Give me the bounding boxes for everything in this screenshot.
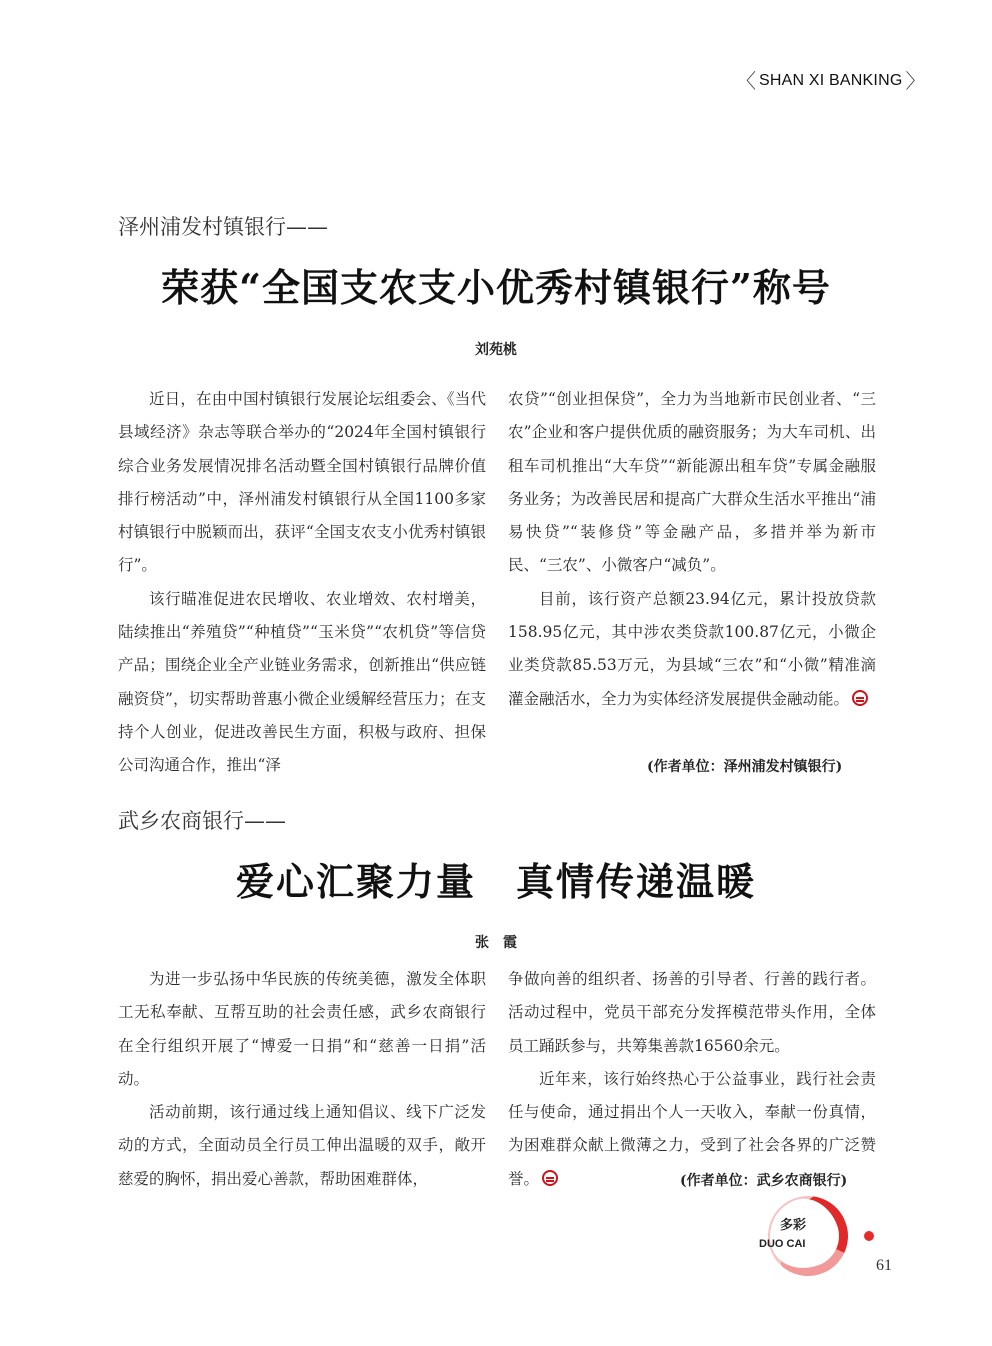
article2-right-column (508, 963, 876, 1196)
running-header (736, 70, 925, 92)
section-name-en: DUO CAI (759, 1238, 806, 1250)
article2-kicker: 武乡农商银行—— (118, 809, 286, 833)
red-dot-decoration (864, 1231, 874, 1241)
journal-name: SHAN XI BANKING (759, 72, 903, 89)
article1-affiliation: (作者单位：泽州浦发村镇银行) (647, 759, 843, 775)
article1-kicker: 泽州浦发村镇银行—— (118, 215, 328, 239)
end-mark-icon (542, 1170, 558, 1186)
article2-left-column (118, 963, 486, 1196)
section-name-cn: 多彩 (780, 1218, 807, 1233)
article1-paragraph: 近日，在由中国村镇银行发展论坛组委会、《当代县域经济》杂志等联合举办的“2024年全国村镇银行综合业务发展情况排名活动暨全国村镇银行品牌价值排行榜活动”中，泽州浦发村镇银行从全国1100多家村镇银行中脱颖而出，获评“全国支农支小优秀村镇银行”。 (118, 390, 486, 575)
article1-paragraph (508, 583, 876, 716)
article2-paragraph: 争做向善的组织者、扬善的引导者、行善的践行者。活动过程中，党员干部充分发挥模范带头作用，全体员工踊跃参与，共筹集善款16560余元。 (508, 970, 876, 1055)
article1-title: 荣获“全国支农支小优秀村镇银行”称号 (161, 265, 831, 310)
article1-paragraph: 该行瞄准促进农民增收、农业增效、农村增美，陆续推出“养殖贷”“种植贷”“玉米贷”“农机贷”等信贷产品；围绕企业全产业链业务需求，创新推出“供应链融资贷”，切实帮助普惠小微企业缓解经营压力；在支持个人创业，促进改善民生方面，积极与政府、担保公司沟通合作，推出“泽 (118, 589, 486, 775)
left-bracket-icon: 〈 (736, 69, 756, 93)
end-mark-icon (852, 690, 868, 706)
article1-paragraph-text: 目前，该行资产总额23.94亿元，累计投放贷款158.95亿元，其中涉农类贷款100.87亿元，小微企业类贷款85.53万元，为县域“三农”和“小微”精准滴灌金融活水，全力为实体经济发展提供金融动能。 (508, 589, 876, 708)
article1-left-column (118, 383, 486, 783)
article2-paragraph: 为进一步弘扬中华民族的传统美德，激发全体职工无私奉献、互帮互助的社会责任感，武乡农商银行在全行组织开展了“博爱一日捐”和“慈善一日捐”活动。 (118, 970, 486, 1088)
article1-paragraph: 农贷”“创业担保贷”，全力为当地新市民创业者、“三农”企业和客户提供优质的融资服务；为大车司机、出租车司机推出“大车贷”“新能源出租车贷”专属金融服务业务；为改善民居和提高广大群众生活水平推出“浦易快贷”“装修贷”等金融产品，多措并举为新市民、“三农”、小微客户“减负”。 (508, 390, 876, 575)
article2-title: 爱心汇聚力量 真情传递温暖 (235, 859, 756, 904)
section-ring-decoration (757, 1185, 860, 1288)
page-number: 61 (876, 1257, 892, 1274)
article2-paragraph-text: 近年来，该行始终热心于公益事业，践行社会责任与使命，通过捐出个人一天收入，奉献一份真情，为困难群众献上微薄之力，受到了社会各界的广泛赞誉。 (508, 1069, 876, 1188)
article1-author: 刘苑桃 (475, 342, 517, 358)
article2-paragraph: 活动前期，该行通过线上通知倡议、线下广泛发动的方式，全面动员全行员工伸出温暖的双手，敞开慈爱的胸怀，捐出爱心善款，帮助困难群体， (118, 1103, 486, 1188)
article2-affiliation: (作者单位：武乡农商银行) (680, 1173, 848, 1189)
right-bracket-icon: 〉 (905, 69, 926, 93)
article1-right-column (508, 383, 876, 716)
article2-author: 张 霞 (475, 935, 517, 951)
